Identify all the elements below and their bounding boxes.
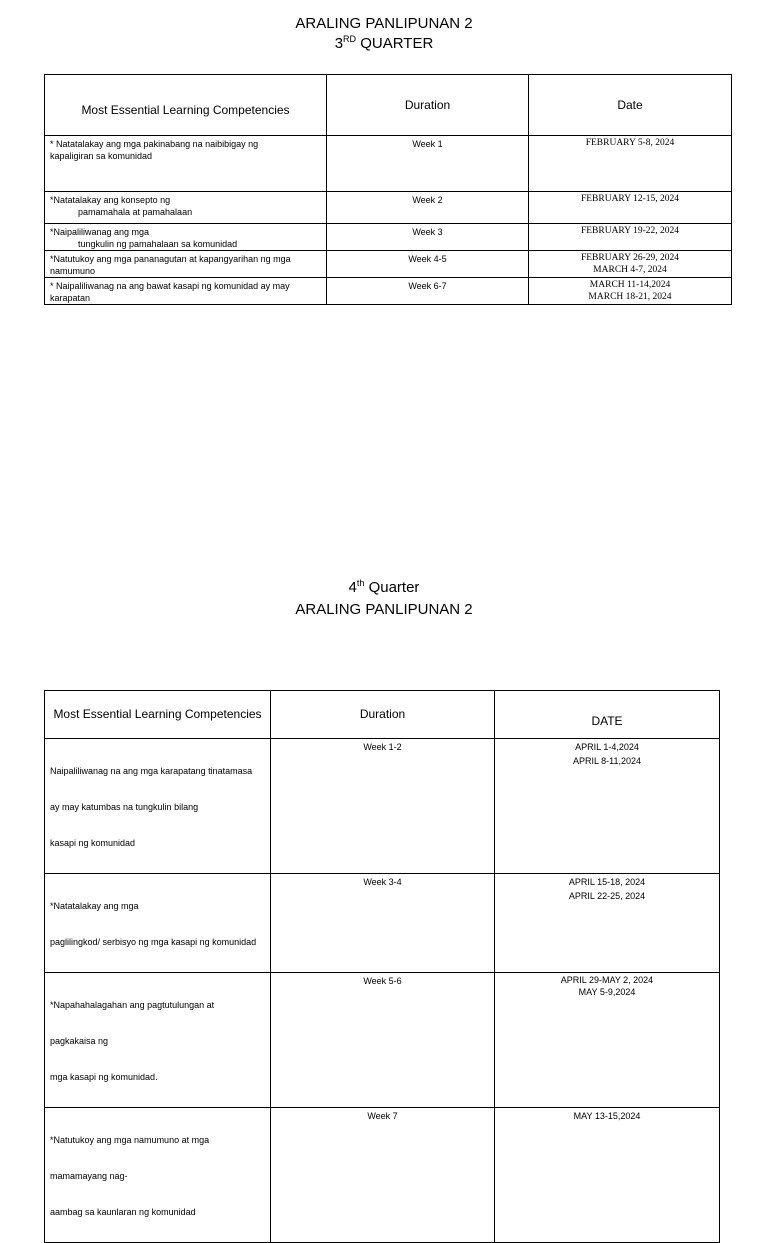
q3-header-competencies: Most Essential Learning Competencies — [45, 75, 327, 136]
date-cell: APRIL 15-18, 2024 APRIL 22-25, 2024 — [495, 874, 720, 973]
q3-title — [0, 14, 768, 54]
q4-title — [0, 578, 768, 620]
date-cell: FEBRUARY 19-22, 2024 — [529, 224, 732, 251]
q4-header-duration: Duration — [271, 691, 495, 739]
q3-header-duration: Duration — [327, 75, 529, 136]
q3-table — [44, 74, 732, 305]
q4-table — [44, 690, 720, 1243]
date-cell: FEBRUARY 26-29, 2024 MARCH 4-7, 2024 — [529, 251, 732, 278]
competency-cell: Naipaliliwanag na ang mga karapatang tinatamasa ay may katumbas na tungkulin bilang kasapi ng komunidad — [45, 739, 271, 874]
competency-cell: *Natatalakay ang mga paglilingkod/ serbisyo ng mga kasapi ng komunidad — [45, 874, 271, 973]
competency-cell: *Natutukoy ang mga namumuno at mga mamamayang nag- aambag sa kaunlaran ng komunidad — [45, 1108, 271, 1243]
date-cell: MAY 13-15,2024 — [495, 1108, 720, 1243]
duration-cell: Week 3 — [327, 224, 529, 251]
table-row — [45, 973, 720, 1108]
table-row — [45, 251, 732, 278]
q3-header-row — [45, 75, 732, 136]
table-row — [45, 739, 720, 874]
duration-cell: Week 2 — [327, 192, 529, 224]
competency-cell: *Napahahalagahan ang pagtutulungan at pagkakaisa ng mga kasapi ng komunidad. — [45, 973, 271, 1108]
duration-cell: Week 1 — [327, 136, 529, 192]
duration-cell: Week 1-2 — [271, 739, 495, 874]
duration-cell: Week 7 — [271, 1108, 495, 1243]
duration-cell: Week 6-7 — [327, 278, 529, 305]
q4-header-row — [45, 691, 720, 739]
table-row — [45, 136, 732, 192]
duration-cell: Week 5-6 — [271, 973, 495, 1108]
competency-cell: * Naipaliliwanag na ang bawat kasapi ng komunidad ay may karapatan — [45, 278, 327, 305]
q3-header-date: Date — [529, 75, 732, 136]
competency-cell: *Natatalakay ang konsepto ng pamamahala at pamahalaan — [45, 192, 327, 224]
q3-title-quarter: 3RD QUARTER — [334, 34, 434, 52]
date-cell: MARCH 11-14,2024 MARCH 18-21, 2024 — [529, 278, 732, 305]
q4-title-quarter: 4th Quarter — [348, 578, 420, 596]
date-cell: FEBRUARY 5-8, 2024 — [529, 136, 732, 192]
table-row — [45, 1108, 720, 1243]
table-row — [45, 224, 732, 251]
duration-cell: Week 4-5 — [327, 251, 529, 278]
date-cell: APRIL 29-MAY 2, 2024 MAY 5-9,2024 — [495, 973, 720, 1108]
table-row — [45, 874, 720, 973]
duration-cell: Week 3-4 — [271, 874, 495, 973]
date-cell: APRIL 1-4,2024 APRIL 8-11,2024 — [495, 739, 720, 874]
q4-title-subject: ARALING PANLIPUNAN 2 — [295, 601, 473, 618]
competency-cell: * Natatalakay ang mga pakinabang na naibibigay ng kapaligiran sa komunidad — [45, 136, 327, 192]
q4-header-date: DATE — [495, 691, 720, 739]
date-cell: FEBRUARY 12-15, 2024 — [529, 192, 732, 224]
q4-header-competencies: Most Essential Learning Competencies — [45, 691, 271, 739]
competency-cell: *Natutukoy ang mga pananagutan at kapangyarihan ng mga namumuno — [45, 251, 327, 278]
table-row — [45, 278, 732, 305]
q3-title-subject: ARALING PANLIPUNAN 2 — [295, 15, 473, 32]
table-row — [45, 192, 732, 224]
competency-cell: *Naipaliliwanag ang mga tungkulin ng pamahalaan sa komunidad — [45, 224, 327, 251]
